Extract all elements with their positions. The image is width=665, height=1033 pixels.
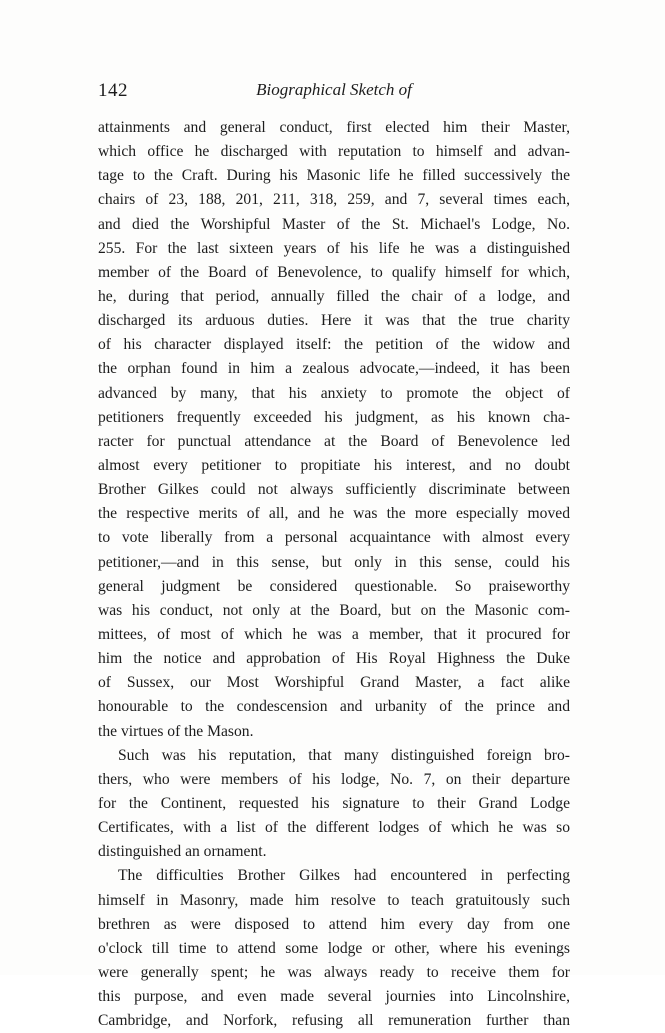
text-line: o'clock till time to attend some lodge or other, where his evenings xyxy=(98,939,570,957)
text-line: tage to the Craft. During his Masonic life he filled successively the xyxy=(98,167,570,185)
text-line: was his conduct, not only at the Board, but on the Masonic com- xyxy=(98,601,570,619)
text-line: Certificates, with a list of the different lodges of which he was so xyxy=(98,819,570,837)
text-line: this purpose, and even made several journies into Lincolnshire, xyxy=(98,988,570,1006)
text-line: him the notice and approbation of His Royal Highness the Duke xyxy=(98,650,570,668)
body-text xyxy=(98,116,570,1033)
text-line: thers, who were members of his lodge, No. 7, on their departure xyxy=(98,770,570,788)
text-line: advanced by many, that his anxiety to promote the object of xyxy=(98,384,570,402)
text-line: he, during that period, annually filled the chair of a lodge, and xyxy=(98,287,570,305)
text-line: petitioners frequently exceeded his judgment, as his known cha- xyxy=(98,408,570,426)
text-line: to vote liberally from a personal acquaintance with almost every xyxy=(98,529,570,547)
text-line: racter for punctual attendance at the Board of Benevolence led xyxy=(98,432,570,450)
text-line: almost every petitioner to propitiate his interest, and no doubt xyxy=(98,456,570,474)
text-line: brethren as were disposed to attend him every day from one xyxy=(98,915,570,933)
text-line: 255. For the last sixteen years of his life he was a distinguished xyxy=(98,239,570,257)
paragraph-end-line: the virtues of the Mason. xyxy=(98,722,254,740)
text-line: were generally spent; he was always ready to receive them for xyxy=(98,963,570,981)
text-line: member of the Board of Benevolence, to qualify himself for which, xyxy=(98,263,570,281)
text-line: discharged its arduous duties. Here it was that the true charity xyxy=(98,312,570,330)
text-line: chairs of 23, 188, 201, 211, 318, 259, and 7, several times each, xyxy=(98,191,570,209)
text-line: of Sussex, our Most Worshipful Grand Master, a fact alike xyxy=(98,674,570,692)
paragraph-start-line: The difficulties Brother Gilkes had encountered in perfecting xyxy=(118,867,570,885)
text-line: petitioner,—and in this sense, but only in this sense, could his xyxy=(98,553,570,571)
page-number: 142 xyxy=(98,80,128,101)
text-line: Brother Gilkes could not always sufficiently discriminate between xyxy=(98,481,570,499)
text-line: for the Continent, requested his signature to their Grand Lodge xyxy=(98,794,570,812)
running-title: Biographical Sketch of xyxy=(256,80,412,99)
text-line: general judgment be considered questionable. So praiseworthy xyxy=(98,577,570,595)
text-line: honourable to the condescension and urbanity of the prince and xyxy=(98,698,570,716)
text-line: and died the Worshipful Master of the St. Michael's Lodge, No. xyxy=(98,215,570,233)
text-line: of his character displayed itself: the petition of the widow and xyxy=(98,336,570,354)
text-line: the respective merits of all, and he was the more especially moved xyxy=(98,505,570,523)
text-line: attainments and general conduct, first elected him their Master, xyxy=(98,119,570,136)
text-line: Cambridge, and Norfork, refusing all remuneration further than xyxy=(98,1012,570,1030)
text-line: the orphan found in him a zealous advocate,—indeed, it has been xyxy=(98,360,570,378)
running-head xyxy=(98,80,570,104)
paragraph-end-line: distinguished an ornament. xyxy=(98,843,267,861)
paragraph-start-line: Such was his reputation, that many distinguished foreign bro- xyxy=(118,746,570,764)
text-line: which office he discharged with reputation to himself and advan- xyxy=(98,143,570,161)
text-line: himself in Masonry, made him resolve to teach gratuitously such xyxy=(98,891,570,909)
text-line: mittees, of most of which he was a member, that it procured for xyxy=(98,625,570,643)
